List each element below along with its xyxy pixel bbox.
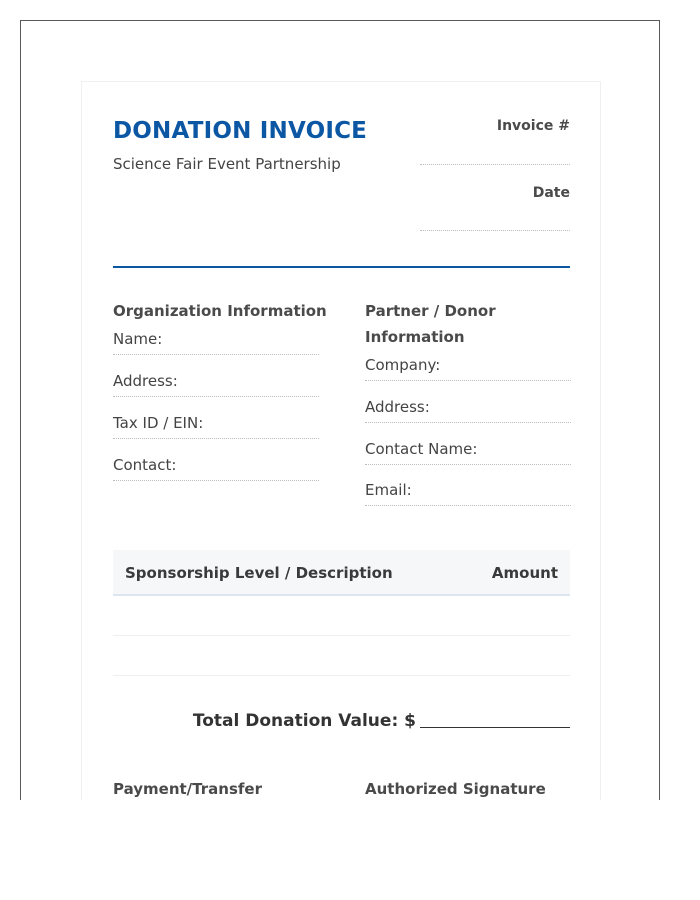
authorized-signature-title: Authorized Signature — [365, 780, 546, 798]
partner-company-label: Company: — [365, 356, 441, 374]
description-column-header: Sponsorship Level / Description — [125, 564, 393, 582]
invoice-number-label: Invoice # — [496, 118, 570, 134]
total-donation-label: Total Donation Value: $ — [192, 711, 416, 731]
invoice-title: DONATION INVOICE — [113, 118, 368, 144]
partner-section-title — [365, 298, 496, 350]
organization-address-field[interactable] — [113, 372, 319, 397]
invoice-number-field[interactable] — [420, 164, 570, 165]
organization-tax-id-field[interactable] — [113, 414, 319, 439]
partner-email-label: Email: — [365, 481, 412, 499]
payment-transfer-title: Payment/Transfer — [113, 780, 262, 798]
table-row[interactable] — [113, 596, 570, 636]
organization-address-label: Address: — [113, 372, 178, 390]
partner-address-label: Address: — [365, 398, 430, 416]
date-label: Date — [532, 185, 570, 201]
partner-company-field[interactable] — [365, 356, 571, 381]
organization-name-field[interactable] — [113, 330, 319, 355]
organization-name-label: Name: — [113, 330, 163, 348]
organization-section-title: Organization Information — [113, 302, 327, 320]
document-viewport — [20, 20, 660, 800]
invoice-subtitle: Science Fair Event Partnership — [113, 155, 341, 173]
partner-contact-name-field[interactable] — [365, 440, 571, 465]
date-field[interactable] — [420, 230, 570, 231]
header-divider — [113, 266, 570, 268]
organization-contact-field[interactable] — [113, 456, 319, 481]
sponsorship-table-header — [113, 550, 570, 596]
invoice-content — [113, 82, 570, 800]
organization-tax-id-label: Tax ID / EIN: — [113, 414, 204, 432]
partner-address-field[interactable] — [365, 398, 571, 423]
table-row[interactable] — [113, 636, 570, 676]
total-donation-field[interactable] — [420, 727, 570, 728]
organization-contact-label: Contact: — [113, 456, 177, 474]
partner-contact-name-label: Contact Name: — [365, 440, 478, 458]
partner-section-title-line-2: Information — [365, 328, 465, 346]
partner-section-title-line-1: Partner / Donor — [365, 302, 496, 320]
amount-column-header: Amount — [491, 564, 558, 582]
invoice-page — [81, 81, 601, 800]
partner-email-field[interactable] — [365, 481, 571, 506]
